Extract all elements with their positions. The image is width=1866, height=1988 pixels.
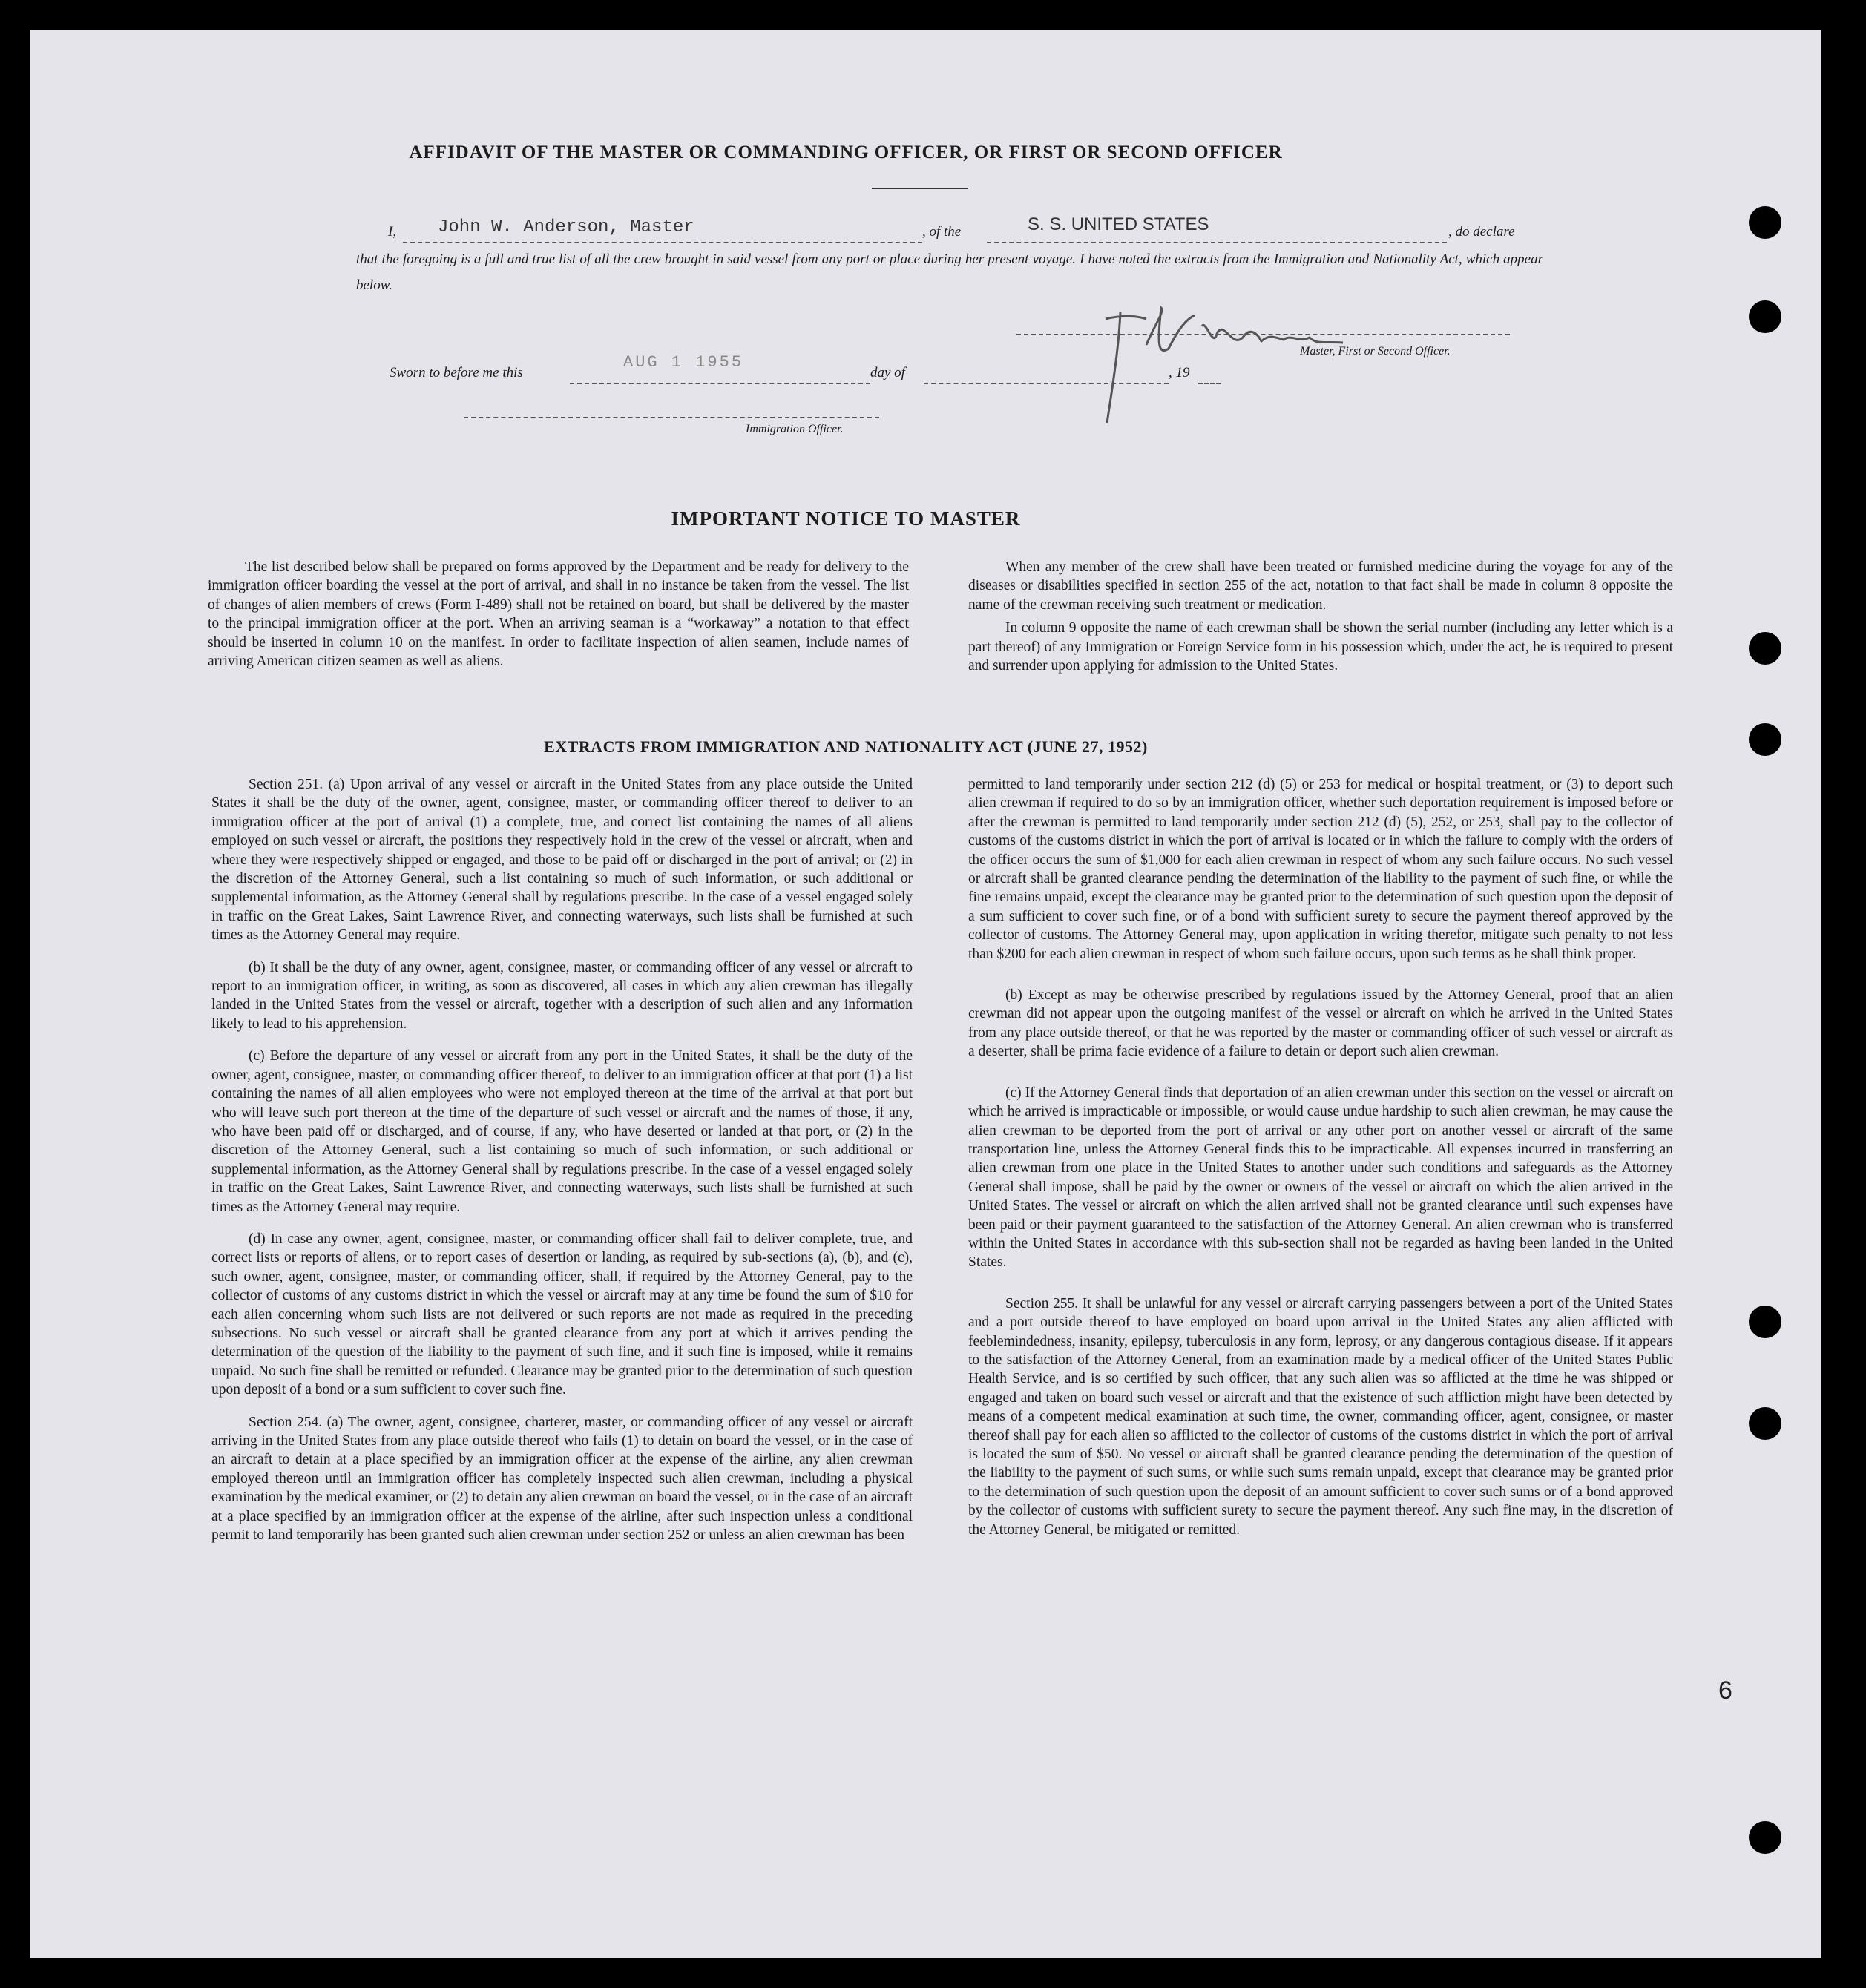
year-label: , 19 [1169,365,1190,381]
punch-hole [1749,1407,1781,1440]
do-declare-label: , do declare [1448,224,1515,240]
sworn-date-stamp: AUG 1 1955 [623,353,744,372]
punch-hole [1749,723,1781,756]
notice-right [968,558,1673,688]
page-number: 6 [1718,1676,1732,1705]
extracts-left-column [211,775,913,1558]
extracts-right-column [968,775,1673,1553]
vessel-name: S. S. UNITED STATES [1028,214,1209,234]
notice-right-paragraph-1: When any member of the crew shall have been treated or furnished medicine during the voyage for any of the diseases or disabilities specified in section 255 of the act, notation to that fact shall be made in column 8 opposite the name of the crewman receiving such treatment or medication. [968,559,1673,613]
section-251-b: (b) It shall be the duty of any owner, agent, consignee, master, or commanding officer of any vessel or aircraft to report to an immigration officer, in writing, as soon as discovered, all cases in which any alien crewman has illegally landed in the United States from the vessel or aircraft, together with a description of such alien and any information likely to lead to his apprehension. [211,959,913,1032]
master-name: John W. Anderson, Master [438,217,694,237]
sworn-day-field [570,372,870,384]
section-251-c: (c) Before the departure of any vessel or aircraft from any port in the United States, it shall be the duty of the owner, agent, consignee, master, or commanding officer thereof, to deliver to an immigration officer at that port (1) a list containing the names of all alien employees who were not employed thereon at the time of the arrival at that port but who will leave such port thereon at the time of the departure of such vessel or aircraft and the names of those, if any, who have been paid off or discharged, and of course, if any, who have deserted or landed at that port, or (2) in the discretion of the Attorney General, such a list containing so much of such information, or such additional or supplemental information, as the Attorney General shall by regulations prescribe. In the case of a vessel engaged solely in traffic on the Great Lakes, Saint Lawrence River, and connecting waterways, such lists shall be furnished at such times as the Attorney General may require. [211,1048,913,1215]
master-title-caption: Master, First or Second Officer. [1300,345,1451,358]
document-page [30,30,1821,1958]
notice-left-paragraph: The list described below shall be prepared on forms approved by the Department and be ready for delivery to the immigration officer boarding the vessel at the port of arrival, and shall in no instance be taken from the vessel. The list of changes of alien members of crews (Form I-489) shall not be retained on board, but shall be delivered by the master to the principal immigration officer at the port. When an arriving seaman is a “workaway” a notation to that effect should be inserted in column 10 on the manifest. In order to facilitate inspection of alien seamen, include names of arriving American citizen seamen as well as aliens. [208,559,909,670]
of-the-label: , of the [922,224,962,240]
punch-hole [1749,1306,1781,1338]
title-rule [872,188,968,189]
day-of-label: day of [870,365,905,381]
notice-left [208,558,909,684]
officer-signature-line [464,415,879,418]
notice-right-paragraph-2: In column 9 opposite the name of each crewman shall be shown the serial number (including any letter which is a part thereof) of any Immigration or Foreign Service form in his possession which, under the act, he is required to present and surrender upon applying for admission to the United States. [968,620,1673,674]
declarant-prefix: I, [388,224,397,240]
punch-hole [1749,1821,1781,1854]
section-255: Section 255. It shall be unlawful for any vessel or aircraft carrying passengers between a port of the United States and a port outside thereof to have employed on board upon arrival in the United States any alien afflicted with feeblemindedness, insanity, epilepsy, tuberculosis in any form, leprosy, or any dangerous contagious disease. If it appears to the satisfaction of the Attorney General, from an examination made by a medical officer of the United States Public Health Service, and is so certified by such officer, that any such alien was so afflicted at the time he was shipped or engaged and taken on board such vessel or aircraft and that the existence of such affliction might have been detected by means of a competent medical examination at such time, the owner, commanding officer, agent, consignee, or master thereof shall pay for each alien so afflicted to the collector of customs of the customs district in which the port of arrival is located the sum of $50. No vessel or aircraft shall be granted clearance pending the determination of the question of the liability to the payment of such sums, or while such sums remain unpaid, except that clearance may be granted prior to the determination of such question upon the deposit of an amount sufficient to cover such sums or of a bond approved by the collector of customs with sufficient surety to secure the payment thereof. Any such fine may, in the discretion of the Attorney General, be mitigated or remitted. [968,1295,1673,1538]
affidavit-title: AFFIDAVIT OF THE MASTER OR COMMANDING OFFICER, OR FIRST OR SECOND OFFICER [409,142,1283,162]
notice-title: IMPORTANT NOTICE TO MASTER [671,507,1021,530]
punch-hole [1749,632,1781,665]
sworn-label: Sworn to before me this [390,365,523,381]
declaration-text: that the foregoing is a full and true list of all the crew brought in said vessel from any port or place during her present voyage. I have noted the extracts from the Immigration and Nationality Act, which appear below. [356,251,1543,293]
section-254-b: (b) Except as may be otherwise prescribed by regulations issued by the Attorney General, proof that an alien crewman did not appear upon the outgoing manifest of the vessel or aircraft on which he arrived in the United States from any place outside thereof, or that he was reported by the master or commanding officer of such vessel or aircraft as a deserter, shall be prima facie evidence of a failure to detain or deport such alien crewman. [968,987,1673,1060]
section-251-a: Section 251. (a) Upon arrival of any vessel or aircraft in the United States from any place outside the United States it shall be the duty of the owner, agent, consignee, master, or commanding officer thereof to deliver to an immigration officer at the port of arrival (1) a complete, true, and correct list containing the names of all aliens employed on such vessel or aircraft, the positions they respectively hold in the crew of the vessel or aircraft, when and where they were respectively shipped or engaged, and those to be paid off or discharged in the port of arrival; or (2) in the discretion of the Attorney General, such a list containing so much of such information, or such additional or supplemental information, as the Attorney General shall by regulations prescribe. In the case of a vessel engaged solely in traffic on the Great Lakes, Saint Lawrence River, and connecting waterways, such lists shall be furnished at such times as the Attorney General may require. [211,777,913,944]
section-254-c: (c) If the Attorney General finds that deportation of an alien crewman under this section on the vessel or aircraft on which he arrived is impracticable or impossible, or would cause undue hardship to such alien crewman, he may cause the alien crewman to be deported from the port of arrival or any other port on another vessel or aircraft of the same transportation line, unless the Attorney General finds this to be impracticable. All expenses incurred in transferring an alien crewman from one place in the United States to another under such conditions and safeguards as the Attorney General shall impose, shall be paid by the owner or owners of the vessel or aircraft on which the alien arrived in the United States. The vessel or aircraft on which the alien arrived shall not be granted clearance until such expenses have been paid or their payment guaranteed to the satisfaction of the Attorney General. An alien crewman who is transferred within the United States in accordance with this sub-section shall not be regarded as having been landed in the United States. [968,1084,1673,1271]
sworn-month-field [924,372,1169,384]
officer-caption: Immigration Officer. [746,423,844,435]
section-251-d: (d) In case any owner, agent, consignee, master, or commanding officer shall fail to deliver complete, true, and correct lists or reports of aliens, or to report cases of desertion or landing, as required by sub-sections (a), (b), and (c), such owner, agent, consignee, master, or commanding officer, shall, if required by the Attorney General, pay to the collector of customs of any customs district in which the vessel or aircraft may at any time be found the sum of $10 for each alien concerning whom such lists are not delivered or such reports are not made as required in the preceding subsections. No such vessel or aircraft shall be granted clearance from any port at which it arrives pending the determination of the question of the liability to the payment of such fine, and if such fine is imposed, while it remains unpaid. No such fine shall be remitted or refunded. Clearance may be granted prior to the determination of such question upon deposit of a bond or a sum sufficient to cover such fine. [211,1231,913,1398]
section-254-a: Section 254. (a) The owner, agent, consignee, charterer, master, or commanding officer of any vessel or aircraft arriving in the United States from any place outside thereof who fails (1) to detain on board the vessel, or in the case of an aircraft to detain at a place specified by an immigration officer at the expense of the airline, any alien crewman employed thereon until an immigration officer has completely inspected such alien crewman, including a physical examination by the medical examiner, or (2) to detain any alien crewman on board the vessel, or in the case of an aircraft at a place specified by an immigration officer at the expense of the airline, after such inspection unless a conditional permit to land temporarily has been granted such alien crewman under section 252 or unless an alien crewman has been [211,1414,913,1544]
punch-hole [1749,300,1781,333]
extracts-title: EXTRACTS FROM IMMIGRATION AND NATIONALITY ACT (JUNE 27, 1952) [544,737,1148,756]
punch-hole [1749,206,1781,239]
section-254-a-continued: permitted to land temporarily under section 212 (d) (5) or 253 for medical or hospital treatment, or (3) to deport such alien crewman if required to do so by an immigration officer, whether such deportation requirement is imposed before or after the crewman is permitted to land temporarily under section 212 (d) (5), 252, or 253, shall pay to the collector of customs of the customs district in which the port of arrival is located or in which the failure to comply with the orders of the officer occurs the sum of $1,000 for each alien crewman in respect of whom any such failure occurs. No such vessel or aircraft shall be granted clearance pending the determination of the liability to the payment of such fine, or while the fine remains unpaid, except the clearance may be granted prior to the determination of such question upon the deposit of a sum sufficient to cover such fine, or of a bond with sufficient surety to secure the payment thereof approved by the collector of customs. The Attorney General may, upon application in writing therefor, mitigate such penalty to not less than $200 for each alien crewman in respect of whom such failure occurs, upon such terms as he shall think proper. [968,777,1673,962]
sworn-year-field [1198,372,1221,384]
